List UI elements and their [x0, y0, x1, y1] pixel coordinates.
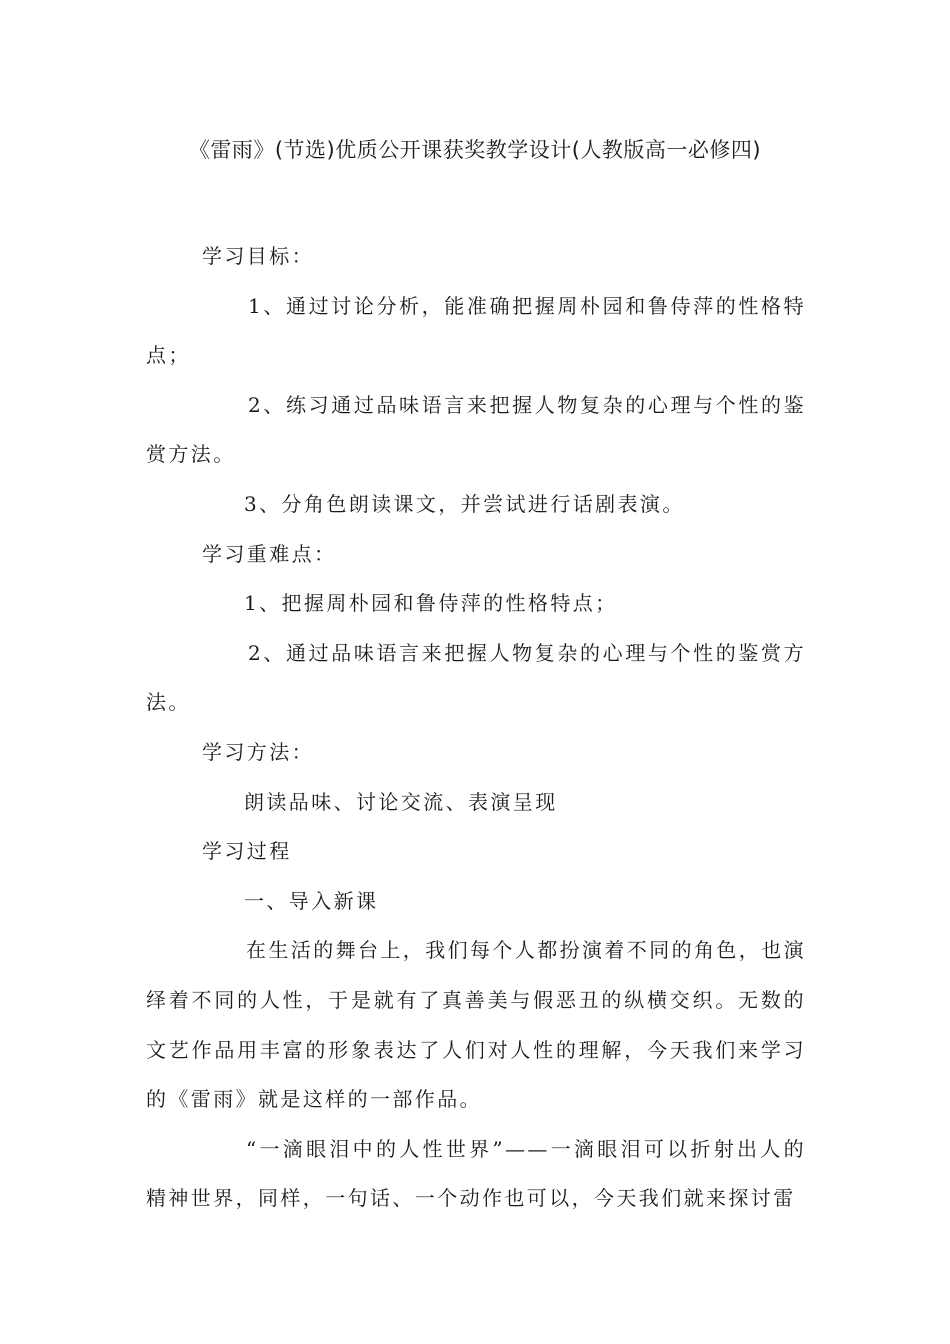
section-heading-methods: 学习方法：	[202, 739, 314, 764]
key-point-item-1: 1、把握周朴园和鲁侍萍的性格特点；	[244, 591, 618, 616]
objective-item-2: 2、练习通过品味语言来把握人物复杂的心理与个性的鉴赏方法。	[146, 392, 806, 467]
key-point-item-2: 2、通过品味语言来把握人物复杂的心理与个性的鉴赏方法。	[146, 640, 806, 715]
document-title: 《雷雨》(节选)优质公开课获奖教学设计(人教版高一必修四)	[188, 138, 762, 162]
objective-item-3: 3、分角色朗读课文，并尝试进行话剧表演。	[244, 491, 685, 516]
objective-item-1: 1、通过讨论分析，能准确把握周朴园和鲁侍萍的性格特点；	[146, 293, 806, 368]
body-paragraph: 在生活的舞台上，我们每个人都扮演着不同的角色，也演绎着不同的人性，于是就有了真善美与假恶丑的纵横交织。无数的文艺作品用丰富的形象表达了人们对人性的理解，今天我们来学习的《雷雨》就是这样的一部作品。	[146, 938, 806, 1112]
document-body	[146, 232, 806, 1224]
section-heading-key-points: 学习重难点：	[202, 541, 337, 566]
body-paragraph: “一滴眼泪中的人性世界”——一滴眼泪可以折射出人的精神世界，同样，一句话、一个动作也可以，今天我们就来探讨雷	[146, 1136, 806, 1211]
methods-text: 朗读品味、讨论交流、表演呈现	[244, 789, 558, 814]
section-heading-process: 学习过程	[202, 839, 292, 864]
section-heading-objectives: 学习目标：	[202, 244, 314, 268]
subsection-heading-intro: 一、导入新课	[244, 888, 379, 913]
